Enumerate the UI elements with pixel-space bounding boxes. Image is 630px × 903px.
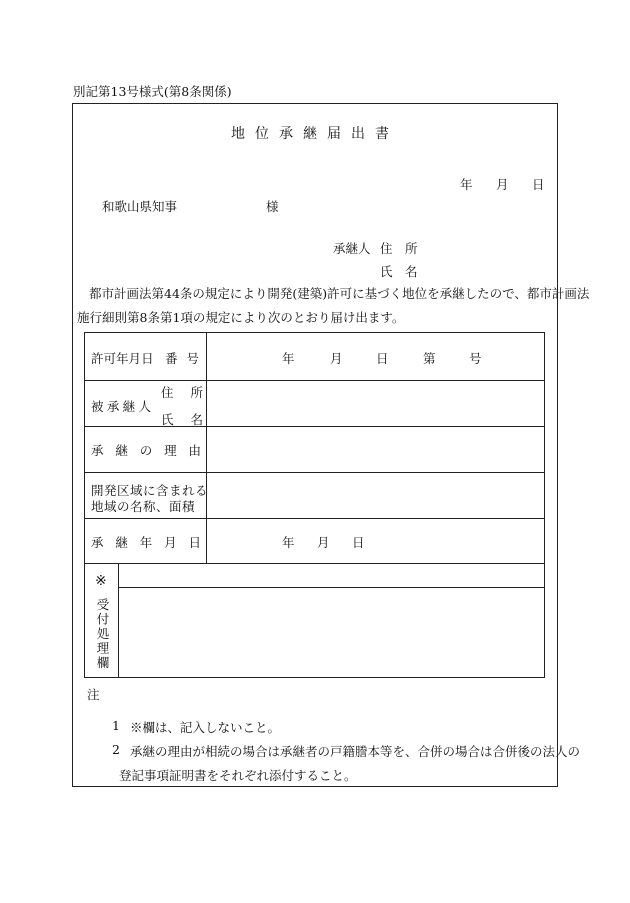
document-title: 地位承継届出書 [231,126,399,142]
succession-date-label: 承 継 年 月 日 [91,535,201,550]
reception-row-divider [118,587,544,588]
date-day-label: 日 [532,177,545,192]
reception-column-divider [118,563,119,677]
note-2-text-line2: 登記事項証明書をそれぞれ添付すること。 [119,768,357,783]
note-1-text: ※欄は、記入しないこと。 [130,720,281,735]
applicant-name-label: 氏 名 [380,264,418,279]
date-month-label: 月 [496,177,509,192]
form-caption: 別記第13号様式(第8条関係) [73,84,232,99]
table-row-divider [85,426,544,427]
addressee-name: 和歌山県知事 [102,199,178,214]
succession-month-label: 月 [317,535,330,550]
body-text-line1: 都市計画法第44条の規定により開発(建築)許可に基づく地位を承継したので、都市計画法 [89,286,590,301]
table-row-divider [85,380,544,381]
predecessor-label: 被 承 継 人 [91,399,151,414]
permit-dai-label: 第 [423,351,436,366]
permit-go-label: 号 [469,351,482,366]
area-label-line1: 開発区域に含まれる [91,483,209,498]
addressee-honorific: 様 [266,199,279,214]
label-column-divider [206,333,207,563]
body-text-line2: 施行細則第8条第1項の規定により次のとおり届け出ます。 [77,310,405,325]
succession-year-label: 年 [282,535,295,550]
permit-number-label: 番 号 [165,351,199,366]
reception-label: 受付処理欄 [95,598,110,671]
area-label-line2: 地域の名称、面積 [91,499,196,514]
predecessor-name-label: 氏 名 [161,412,203,427]
applicant-label: 承継人 [333,241,371,256]
date-year-label: 年 [460,177,473,192]
applicant-address-label: 住 所 [380,241,418,256]
table-row-divider [85,563,544,564]
reason-label: 承 継 の 理 由 [91,443,201,458]
predecessor-address-label: 住 所 [161,385,203,400]
note-2-number: 2 [112,742,120,757]
notes-heading: 注 [87,687,100,702]
reception-mark: ※ [95,573,107,589]
table-row-divider [85,518,544,519]
permit-day-label: 日 [376,351,389,366]
table-row-divider [85,472,544,473]
note-2-text-line1: 承継の理由が相続の場合は承継者の戸籍謄本等を、合併の場合は合併後の法人の [130,744,581,759]
permit-year-label: 年 [282,351,295,366]
form-table [84,332,545,678]
permit-date-label: 許 可 年 月 日 [91,351,154,366]
succession-day-label: 日 [352,535,365,550]
permit-month-label: 月 [330,351,343,366]
note-1-number: 1 [112,718,120,733]
